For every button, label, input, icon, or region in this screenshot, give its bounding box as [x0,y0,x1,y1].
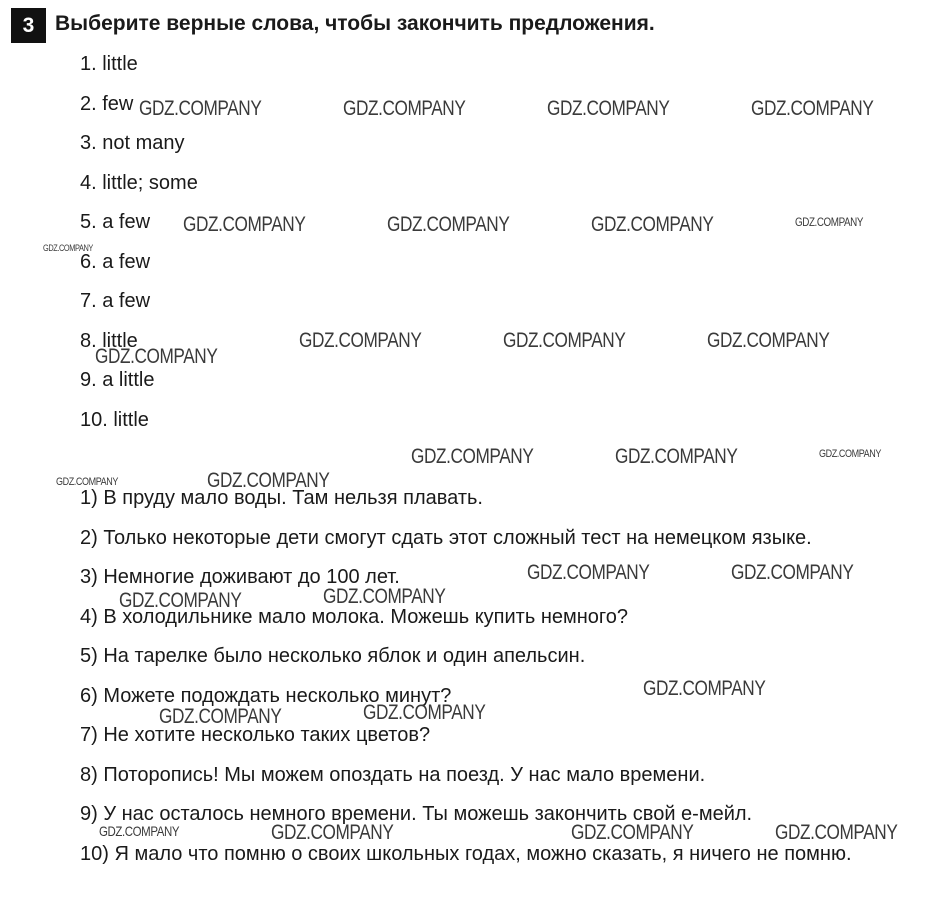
watermark: GDZ.COMPANY [751,97,874,120]
watermark: GDZ.COMPANY [615,445,738,468]
translation-item: 3) Немногие доживают до 100 лет. [80,566,400,588]
translation-item: 10) Я мало что помню о своих школьных годах, можно сказать, я ничего не помню. [80,842,852,865]
watermark: GDZ.COMPANY [99,823,180,839]
watermark: GDZ.COMPANY [527,561,650,584]
watermark: GDZ.COMPANY [547,97,670,120]
watermark: GDZ.COMPANY [207,469,330,492]
translation-item: 7) Не хотите несколько таких цветов? [80,724,431,746]
watermark: GDZ.COMPANY [363,701,486,724]
task-number-badge: 3 [11,8,46,43]
watermark: GDZ.COMPANY [775,821,898,844]
watermark: GDZ.COMPANY [795,215,864,229]
answer-item: 9. a little [80,369,155,391]
answers-list [80,50,198,445]
translations-list [80,484,920,874]
answer-item: 3. not many [80,132,185,154]
watermark: GDZ.COMPANY [183,213,306,236]
watermark: GDZ.COMPANY [343,97,466,120]
watermark: GDZ.COMPANY [731,561,854,584]
watermark: GDZ.COMPANY [643,677,766,700]
translation-item: 6) Можете подождать несколько минут? [80,684,452,707]
answer-item: 10. little [80,408,149,431]
answer-item: 6. a few [80,250,151,273]
watermark: GDZ.COMPANY [591,213,714,236]
answer-item: 7. a few [80,290,151,312]
answer-item: 1. little [80,53,138,75]
watermark: GDZ.COMPANY [411,445,534,468]
watermark: GDZ.COMPANY [95,345,218,368]
watermark: GDZ.COMPANY [43,243,93,253]
watermark: GDZ.COMPANY [56,476,118,488]
translation-item: 4) В холодильнике мало молока. Можешь купить немного? [80,605,629,628]
watermark: GDZ.COMPANY [139,97,262,120]
watermark: GDZ.COMPANY [159,705,282,728]
translation-item: 1) В пруду мало воды. Там нельзя плавать. [80,487,483,509]
watermark: GDZ.COMPANY [571,821,694,844]
watermark: GDZ.COMPANY [119,589,242,612]
answer-item: 5. a few [80,211,151,233]
watermark: GDZ.COMPANY [503,329,626,352]
watermark: GDZ.COMPANY [299,329,422,352]
translation-item: 5) На тарелке было несколько яблок и один апельсин. [80,645,586,667]
translation-item: 2) Только некоторые дети смогут сдать этот сложный тест на немецком языке. [80,526,812,549]
watermark: GDZ.COMPANY [819,448,881,460]
task-title: Выберите верные слова, чтобы закончить предложения. [55,12,655,35]
answer-item: 4. little; some [80,171,198,194]
answer-item: 2. few [80,92,134,115]
translation-item: 8) Поторопись! Мы можем опоздать на поезд. У нас мало времени. [80,763,706,786]
watermark: GDZ.COMPANY [387,213,510,236]
watermark: GDZ.COMPANY [707,329,830,352]
answer-item: 8. little [80,329,138,352]
watermark: GDZ.COMPANY [323,585,446,608]
translation-item: 9) У нас осталось немного времени. Ты можешь закончить свой е-мейл. [80,803,753,825]
watermark: GDZ.COMPANY [271,821,394,844]
